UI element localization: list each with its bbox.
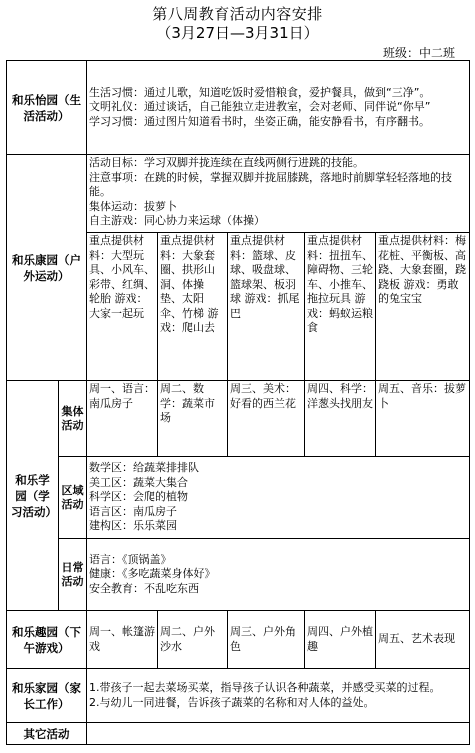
daily-line: 安全教育：不乱吃东西 xyxy=(89,581,199,595)
area-line: 语言区：南瓜房子 xyxy=(89,504,177,518)
outdoor-line: 自主游戏：同心协力来运球（体操） xyxy=(89,214,265,227)
area-line: 科学区：会爬的植物 xyxy=(89,490,188,504)
life-line: 生活习惯：通过儿歌，知道吃饭时爱惜粮食，爱护餐具，做到“三净”。 xyxy=(89,85,431,99)
life-line: 文明礼仪：通过谈话，自己能独立走进教室，会对老师、同伴说“你早” xyxy=(89,100,431,114)
section-outdoor-header: 和乐康园（户外运动） xyxy=(7,155,87,381)
daily-line: 语言：《顶锅盖》 xyxy=(89,552,172,566)
learning-daily-content xyxy=(87,539,470,611)
class-label: 班级：中二班 xyxy=(382,46,455,60)
group-day-wednesday: 周三、美术：好看的西兰花 xyxy=(228,381,305,457)
section-games-header: 和乐趣园（下午游戏） xyxy=(7,611,87,669)
outdoor-line: 注意事项：在跳的时候，掌握双脚并拢屈膝跳，落地时前脚掌轻轻落地的技能。 xyxy=(89,170,452,198)
home-line: 1.带孩子一起去菜场买菜，指导孩子认识各种蔬菜，并感受买菜的过程。 xyxy=(89,681,441,694)
learning-area-content xyxy=(87,457,470,539)
section-learning-header: 和乐学园（学习活动） xyxy=(7,381,59,611)
learning-group-header: 集体活动 xyxy=(59,381,87,457)
date-range: （3月27日—3月31日） xyxy=(156,24,319,42)
section-outdoor-content xyxy=(87,155,470,233)
section-other-header: 其它活动 xyxy=(7,723,87,745)
schedule-table xyxy=(6,60,470,745)
section-life-header: 和乐怡园（生活活动） xyxy=(7,61,87,155)
area-line: 美工区：蔬菜大集合 xyxy=(89,475,188,489)
section-home-header: 和乐家园（家长工作） xyxy=(7,669,87,723)
outdoor-day-tuesday: 重点提供材料：大象套圈、拱形山洞、体操垫、太阳伞、竹梯 游戏：爬山去 xyxy=(158,233,228,381)
home-line: 2.与幼儿一同进餐，告诉孩子蔬菜的名称和对人体的益处。 xyxy=(89,695,375,709)
group-day-thursday: 周四、科学：洋葱头找朋友 xyxy=(305,381,376,457)
games-day-thursday: 周四、户外植趣 xyxy=(305,611,376,669)
learning-area-header: 区域活动 xyxy=(59,457,87,539)
group-day-monday: 周一、语言：南瓜房子 xyxy=(87,381,158,457)
outdoor-day-friday: 重点提供材料：梅花桩、平衡板、高跷、大象套圈，跷跷板 游戏：勇敢的兔宝宝 xyxy=(376,233,470,381)
life-line: 学习习惯：通过图片知道看书时，坐姿正确，能安静看书，有序翻书。 xyxy=(89,114,430,128)
games-day-friday: 周五、艺术表现 xyxy=(376,611,470,669)
area-line: 建构区：乐乐菜园 xyxy=(89,519,177,533)
outdoor-line: 活动目标：学习双脚并拢连续在直线两侧行进跳的技能。 xyxy=(89,156,364,169)
games-day-monday: 周一、帐篷游戏 xyxy=(87,611,158,669)
outdoor-day-wednesday: 重点提供材料：篮球、皮球、吸盘球、篮球架、板羽球 游戏：抓尾巴 xyxy=(228,233,305,381)
page-title: 第八周教育活动内容安排 xyxy=(152,5,323,23)
learning-daily-header: 日常活动 xyxy=(59,539,87,611)
section-home-content xyxy=(87,669,470,723)
outdoor-line: 集体运动：拔萝卜 xyxy=(89,199,177,213)
games-day-wednesday: 周三、户外角色 xyxy=(228,611,305,669)
group-day-friday: 周五、音乐：拔萝卜 xyxy=(376,381,470,457)
games-day-tuesday: 周二、户外沙水 xyxy=(158,611,228,669)
daily-line: 健康：《多吃蔬菜身体好》 xyxy=(89,567,216,581)
outdoor-day-thursday: 重点提供材料：扭扭车、障碍物、三轮车、小推车、拖拉玩具 游戏：蚂蚁运粮食 xyxy=(305,233,376,381)
area-line: 数学区：给蔬菜排排队 xyxy=(89,461,199,475)
outdoor-day-monday: 重点提供材料：大型玩具、小风车、彩带、红绸、轮胎 游戏：大家一起玩 xyxy=(87,233,158,381)
section-life-content xyxy=(87,61,470,155)
group-day-tuesday: 周二、数学：蔬菜市场 xyxy=(158,381,228,457)
section-other-content xyxy=(87,723,470,745)
